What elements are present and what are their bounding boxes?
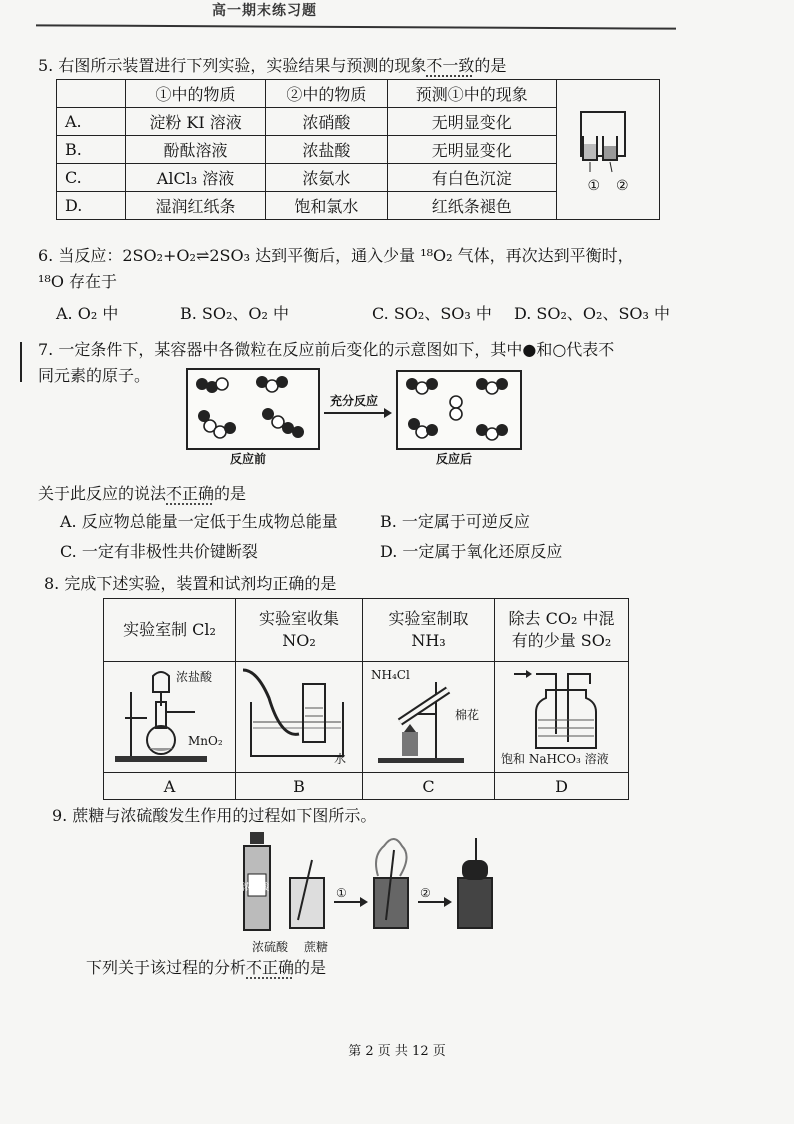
table-cell: 有白色沉淀: [387, 164, 556, 192]
table-cell: 浓氨水: [266, 164, 387, 192]
before-label: 反应前: [230, 452, 267, 466]
table-cell: [57, 80, 126, 108]
molecules-after-icon: [398, 372, 520, 448]
table-cell: AlCl₃ 溶液: [126, 164, 266, 192]
header-d-line1: 除去 CO₂ 中混: [508, 609, 615, 628]
table-header: [236, 599, 363, 662]
option-letter-a: A: [104, 773, 236, 800]
q6-option-c: C. SO₂、SO₃ 中: [372, 304, 492, 323]
step-2-label: ②: [420, 886, 431, 900]
header-a: 实验室制 Cl₂: [123, 620, 216, 639]
apparatus-a-cell: [104, 662, 236, 773]
table-header-row: [57, 80, 660, 108]
q6-stem-line1: 6. 当反应：2SO₂+O₂⇌2SO₃ 达到平衡后，通入少量 ¹⁸O₂ 气体，再次达到平衡时，: [38, 246, 634, 265]
table-cell: 无明显变化: [387, 136, 556, 164]
label-sucrose: 蔗糖: [304, 940, 329, 954]
apparatus-c-cell: [363, 662, 495, 773]
apparatus-icon: [573, 106, 643, 196]
option-letter-c: C: [363, 773, 495, 800]
table-header: ②中的物质: [266, 80, 387, 108]
q8-table: [103, 598, 629, 800]
table-header: 预测①中的现象: [387, 80, 556, 108]
table-cell: 浓盐酸: [266, 136, 387, 164]
table-cell: 湿润红纸条: [126, 192, 266, 220]
table-row: [104, 773, 629, 800]
table-cell: 饱和氯水: [266, 192, 387, 220]
arrow-right-icon: [322, 406, 394, 420]
q5-stem: [38, 56, 506, 76]
option-letter-b: B: [236, 773, 363, 800]
table-cell: 无明显变化: [387, 108, 556, 136]
q6-option-a: A. O₂ 中: [56, 304, 119, 323]
apparatus-b-cell: [236, 662, 363, 773]
q9-ask-end: 的是: [294, 958, 327, 977]
apparatus-d-cell: [495, 662, 629, 773]
molecules-before-icon: [188, 370, 318, 448]
apparatus-figure-cell: [557, 80, 660, 220]
q9-ask-emph: 不正确: [246, 958, 295, 977]
q7-option-d: D. 一定属于氧化还原反应: [380, 542, 563, 561]
flask-apparatus-icon: [105, 662, 235, 768]
q7-stem-line1: 7. 一定条件下，某容器中各微粒在反应前后变化的示意图如下，其中●和○代表不: [38, 340, 615, 359]
sugar-reaction-figure: [236, 830, 516, 938]
after-reaction-box: [396, 370, 522, 450]
after-label: 反应后: [436, 452, 473, 466]
q7-option-c: C. 一定有非极性共价键断裂: [60, 542, 258, 561]
figure-label-2: ②: [616, 177, 629, 194]
table-row: [104, 662, 629, 773]
q6-stem-line2: ¹⁸O 存在于: [38, 272, 118, 291]
figure-label-1: ①: [587, 177, 600, 194]
page-header: 高一期末练习题: [212, 3, 317, 19]
header-c-line1: 实验室制取: [388, 609, 469, 628]
q9-ask: [86, 958, 326, 978]
q9-stem: 9. 蔗糖与浓硫酸发生作用的过程如下图所示。: [52, 806, 377, 825]
table-header: ①中的物质: [126, 80, 266, 108]
q6-option-b: B. SO₂、O₂ 中: [180, 304, 290, 323]
label-cotton: 棉花: [455, 708, 480, 722]
page-number: 第 2 页 共 12 页: [348, 1044, 446, 1059]
table-cell: 浓硝酸: [266, 108, 387, 136]
row-label: B.: [57, 136, 126, 164]
step-1-label: ①: [336, 886, 347, 900]
q8-stem: 8. 完成下述实验，装置和试剂均正确的是: [44, 574, 337, 593]
q6-option-d: D. SO₂、O₂、SO₃ 中: [514, 304, 671, 323]
q5-stem-emph-text: 不一致: [426, 56, 475, 75]
q5-table: [56, 79, 660, 220]
row-label: A.: [57, 108, 126, 136]
header-d-line2: 有的少量 SO₂: [511, 631, 612, 650]
before-reaction-box: [186, 368, 320, 450]
label-nh4cl: NH₄Cl: [371, 668, 410, 682]
q7-ask: [38, 484, 246, 504]
table-header: [104, 599, 236, 662]
row-label: C.: [57, 164, 126, 192]
q5-stem-end: 的是: [474, 56, 507, 75]
label-mno2: MnO₂: [188, 734, 223, 748]
q5-stem-emph: [426, 56, 474, 75]
margin-mark: [20, 342, 22, 382]
label-water: 水: [334, 752, 347, 766]
header-b-line1: 实验室收集: [258, 609, 339, 628]
q5-stem-text: 5. 右图所示装置进行下列实验，实验结果与预测的现象: [38, 56, 427, 75]
option-letter-d: D: [495, 773, 629, 800]
table-cell: 淀粉 KI 溶液: [126, 108, 266, 136]
label-conc-hcl: 浓盐酸: [176, 670, 213, 684]
table-header: [363, 599, 495, 662]
table-cell: 红纸条褪色: [387, 192, 556, 220]
label-conc-sulfuric-acid: 浓硫酸: [252, 940, 289, 954]
header-b-line2: NO₂: [282, 631, 316, 650]
q7-option-b: B. 一定属于可逆反应: [380, 512, 530, 531]
arrow-label: 充分反应: [330, 394, 379, 408]
table-cell: 酚酞溶液: [126, 136, 266, 164]
q9-ask-text: 下列关于该过程的分析: [86, 958, 247, 977]
table-header-row: [104, 599, 629, 662]
table-header: [495, 599, 629, 662]
q7-option-a: A. 反应物总能量一定低于生成物总能量: [60, 512, 338, 531]
q7-stem-line2: 同元素的原子。: [38, 366, 151, 385]
header-rule: [36, 24, 676, 29]
q7-ask-end: 的是: [214, 484, 247, 503]
label-nahco3: 饱和 NaHCO₃ 溶液: [501, 752, 609, 766]
q7-ask-emph: 不正确: [166, 484, 215, 503]
q7-ask-text: 关于此反应的说法: [38, 484, 167, 503]
row-label: D.: [57, 192, 126, 220]
bottle-label: 浓硫酸: [242, 883, 270, 893]
header-c-line2: NH₃: [411, 631, 446, 650]
